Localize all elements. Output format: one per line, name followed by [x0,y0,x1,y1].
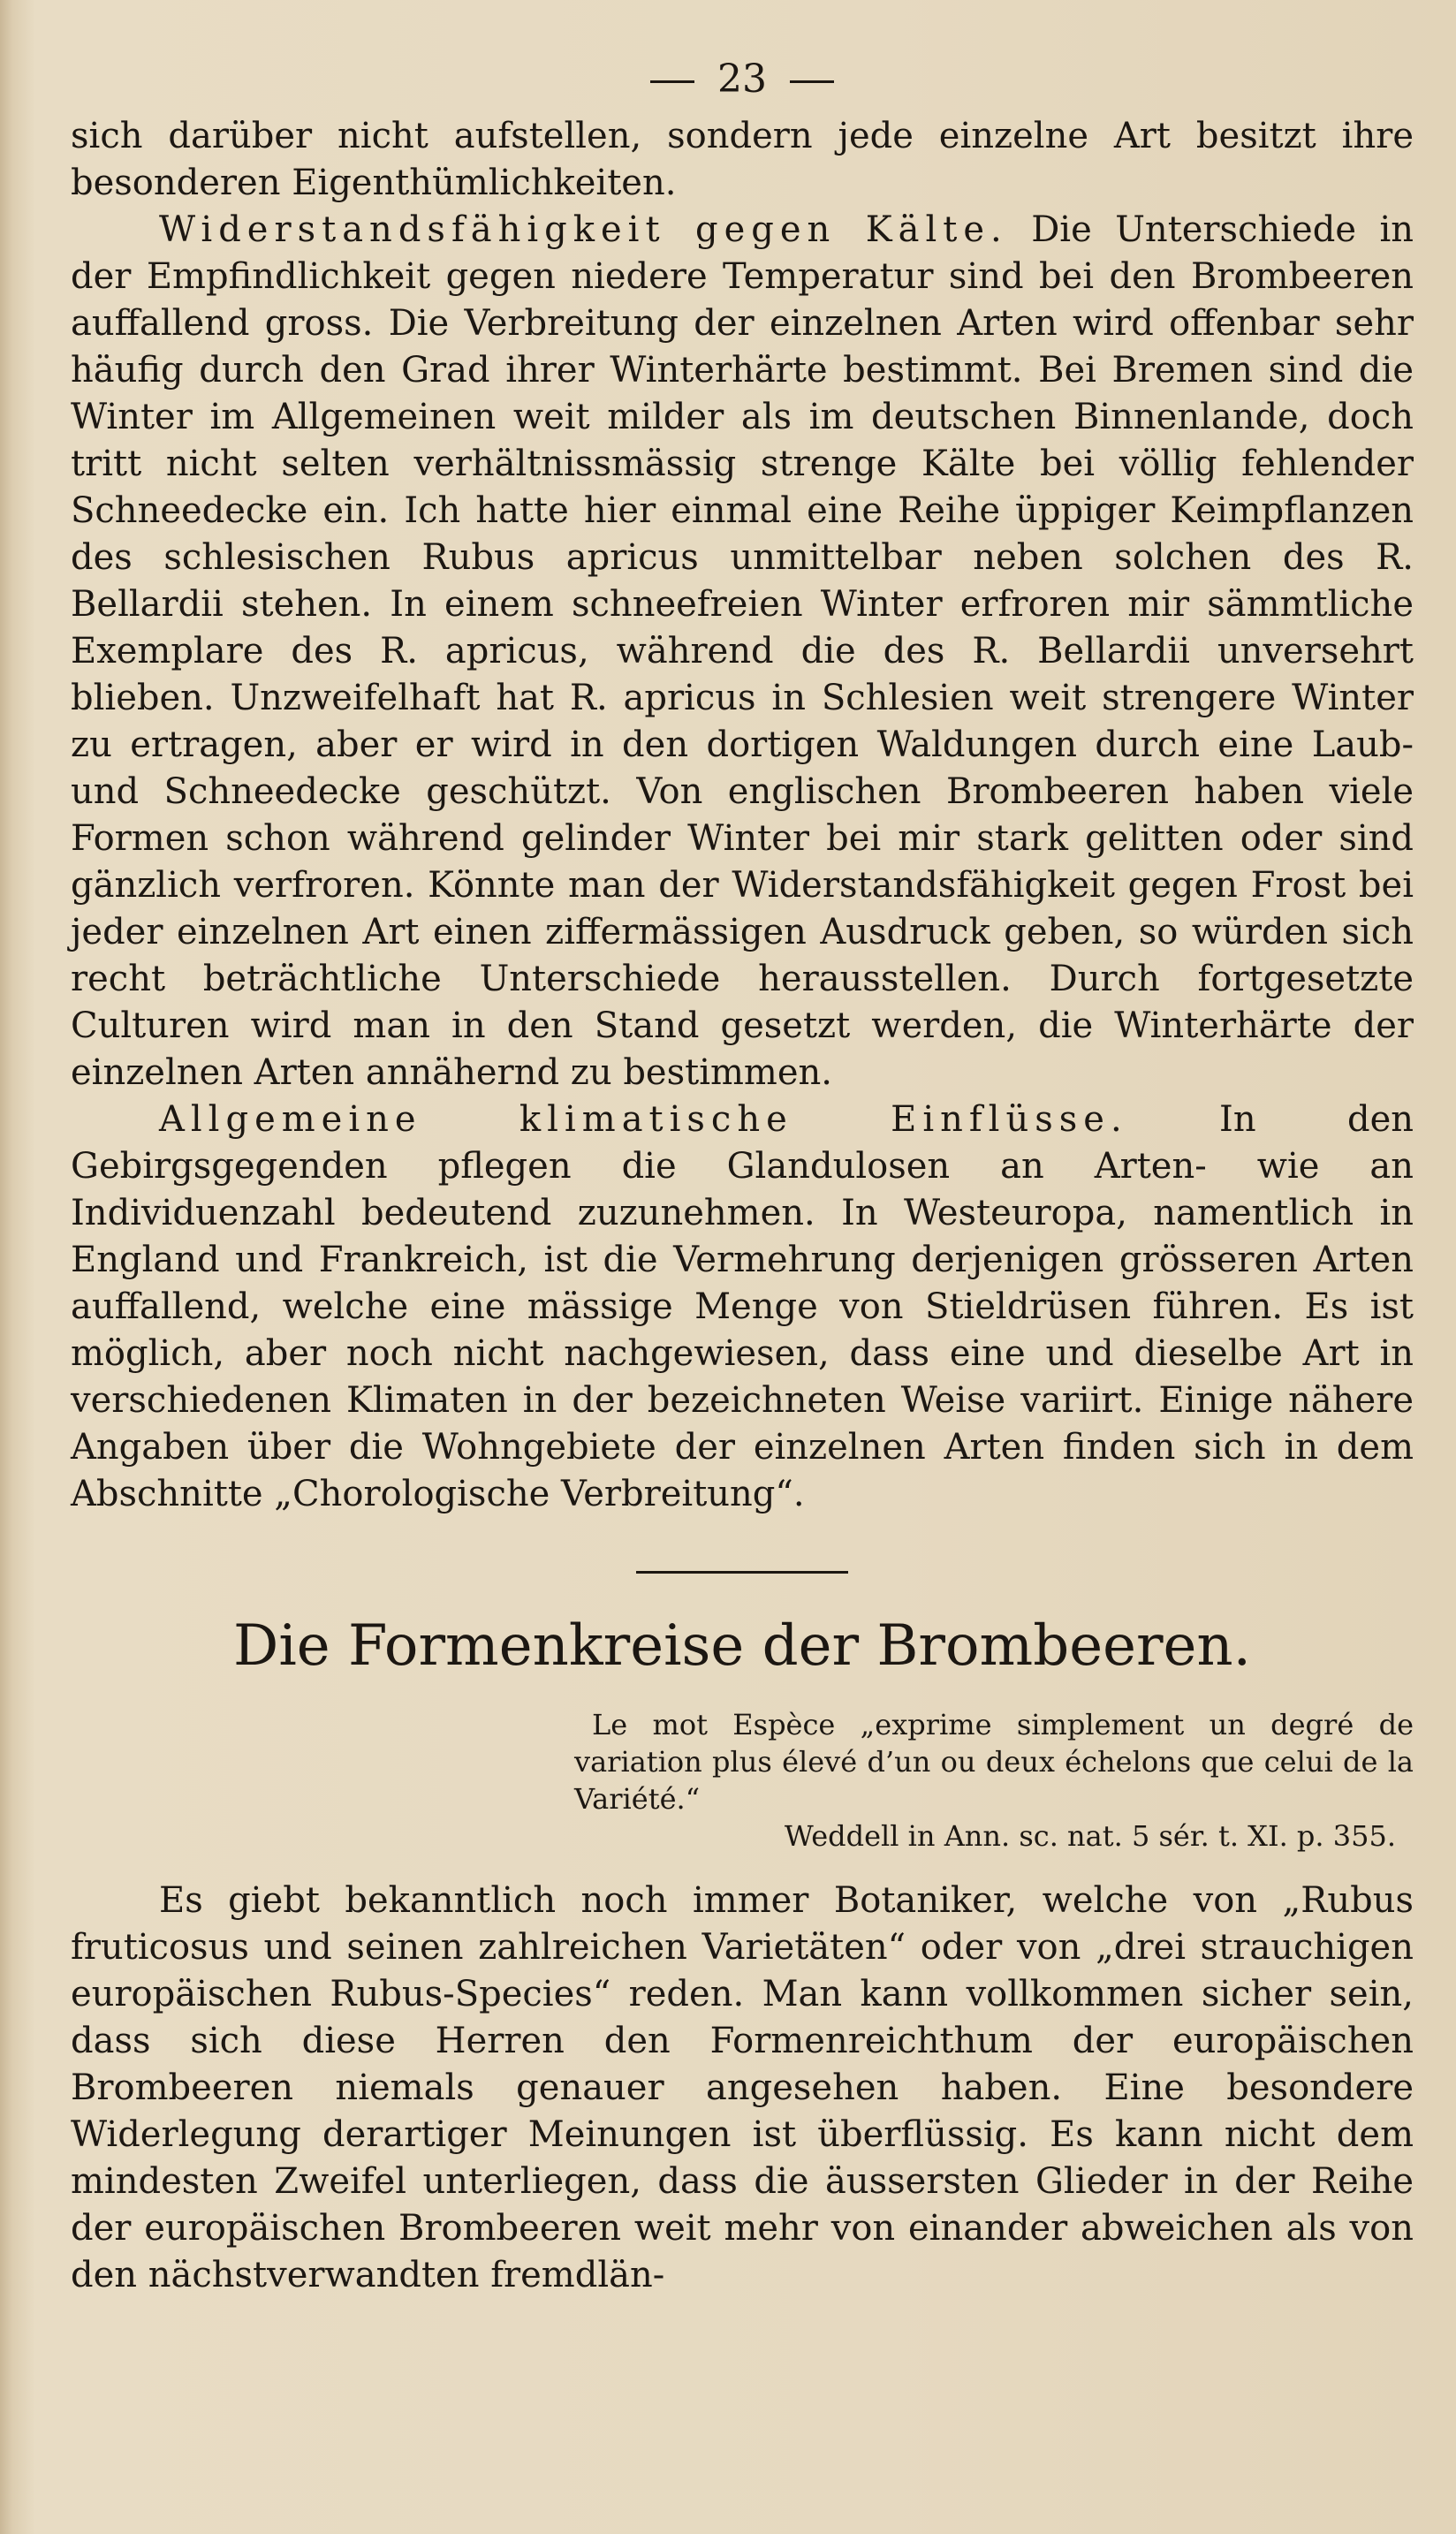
chapter-text [71,1878,1414,2299]
page-number-header [71,53,1414,106]
paragraph-climate-influences [71,1096,1414,1518]
section-divider [636,1571,848,1574]
book-page [71,53,1414,2299]
epigraph-quote: Le mot Espèce „exprime simplement un degré de variation plus élevé d’un ou deux échelons que celui de la Variété.“ [574,1708,1414,1816]
chapter-paragraph: Es giebt bekanntlich noch immer Botaniker, welche von „Rubus fruticosus und seinen zahlreichen Varietäten“ oder von „drei strauchigen europäischen Rubus-Species“ reden. Man kann vollkommen sicher sein, dass sich diese Herren den Formenreichthum der europäischen Brombeeren niemals genauer angesehen haben. Eine besondere Widerlegung derartiger Meinungen ist überflüssig. Es kann nicht dem mindesten Zweifel unterliegen, dass die äussersten Glieder in der Reihe der europäischen Brombeeren weit mehr von einander abweichen als von den nächstverwandten fremdlän- [71,1880,1414,2295]
epigraph-source: Weddell in Ann. sc. nat. 5 sér. t. XI. p. 355. [784,1819,1396,1853]
epigraph [574,1706,1414,1855]
page-number: 23 [717,57,767,102]
paragraph-body: Die Unterschiede in der Empfindlichkeit gegen niedere Temperatur sind bei den Brombeeren auffallend gross. Die Verbreitung der einzelnen Arten wird offenbar sehr häufig durch den Grad ihrer Winterhärte bestimmt. Bei Bremen sind die Winter im Allgemeinen weit milder als im deutschen Binnenlande, doch tritt nicht selten verhältnissmässig strenge Kälte bei völlig fehlender Schneedecke ein. Ich hatte hier einmal eine Reihe üppiger Keimpflanzen des schlesischen Rubus apricus unmittelbar neben solchen des R. Bellardii stehen. In einem schneefreien Winter erfroren mir sämmtliche Exemplare des R. apricus, während die des R. Bellardii unversehrt blieben. Unzweifelhaft hat R. apricus in Schlesien weit strengere Winter zu ertragen, aber er wird in den dortigen Waldungen durch eine Laub- und Schneedecke geschützt. Von englischen Brombeeren haben viele Formen schon während gelinder Winter bei mir stark gelitten oder sind gänzlich verfroren. Könnte man der Widerstandsfähigkeit gegen Frost bei jeder einzelnen Art einen ziffermässigen Ausdruck geben, so würden sich recht beträchtliche Unterschiede herausstellen. Durch fortgesetzte Culturen wird man in den Stand gesetzt werden, die Winterhärte der einzelnen Arten annähernd zu bestimmen. [71,209,1414,1093]
right-dash [790,80,834,83]
paragraph-continuation: sich darüber nicht aufstellen, sondern jede einzelne Art besitzt ihre besonderen Eigenthümlichkeiten. [71,116,1414,203]
section-text [71,113,1414,1518]
paragraph-heading: Widerstandsfähigkeit gegen Kälte. [159,209,1008,250]
paragraph-body: In den Gebirgsgegenden pflegen die Glandulosen an Arten- wie an Individuenzahl bedeutend zuzunehmen. In Westeuropa, namentlich in England und Frankreich, ist die Vermehrung derjenigen grösseren Arten auffallend, welche eine mässige Menge von Stieldrüsen führen. Es ist möglich, aber noch nicht nachgewiesen, dass eine und dieselbe Art in verschiedenen Klimaten in der bezeichneten Weise variirt. Einige nähere Angaben über die Wohngebiete der einzelnen Arten finden sich in dem Abschnitte „Chorologische Verbreitung“. [71,1099,1414,1514]
chapter-title: Die Formenkreise der Brombeeren. [233,1613,1251,1679]
left-dash [650,80,694,83]
paragraph-cold-resistance [71,207,1414,1096]
paragraph-heading: Allgemeine klimatische Einflüsse. [159,1099,1128,1140]
